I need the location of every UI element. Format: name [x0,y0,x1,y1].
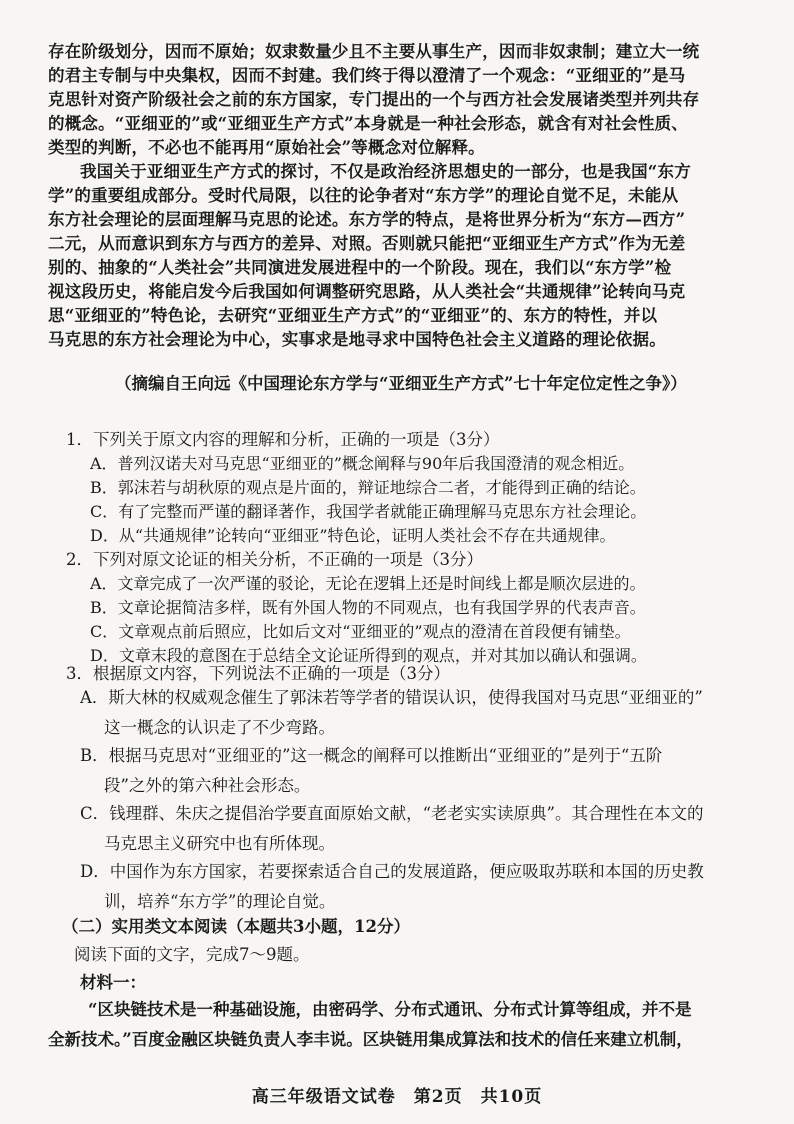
essay-line: 的君主专制与中央集权，因而不封建。我们终于得以澄清了一个观念：“亚细亚的”是马 [48,66,686,85]
option-b-continued: 段”之外的第六种社会形态。 [104,776,311,795]
material-line: 全新技术。”百度金融区块链负责人李丰说。区块链用集成算法和技术的信任来建立机制， [48,1030,693,1049]
option-a-continued: 这一概念的认识走了不少弯路。 [104,718,335,737]
option-c: C．钱理群、朱庆之提倡治学要直面原始文献，“老老实实读原典”。其合理性在本文的 [80,804,704,823]
option-b: B．根据马克思对“亚细亚的”这一概念的阐释可以推断出“亚细亚的”是列于“五阶 [80,746,663,765]
option-a: A．普列汉诺夫对马克思“亚细亚的”概念阐释与90年后我国澄清的观念相近。 [90,454,635,473]
option-c-continued: 马克思主义研究中也有所体现。 [104,834,335,853]
material-line: “区块链技术是一种基础设施，由密码学、分布式通讯、分布式计算等组成，并不是 [88,1000,692,1019]
option-a: A．文章完成了一次严谨的驳论，无论在逻辑上还是时间线上都是顺次层进的。 [90,574,646,593]
essay-line: 视这段历史，将能启发今后我国如何调整研究思路，从人类社会“共通规律”论转向马克 [48,282,686,301]
option-a: A．斯大林的权威观念催生了郭沫若等学者的错误认识，使得我国对马克思“亚细亚的” [80,688,703,707]
essay-line: 学”的重要组成部分。受时代局限，以往的论争者对“东方学”的理论自觉不足，未能从 [48,186,679,205]
essay-line: 别的、抽象的“人类社会”共同演进发展进程中的一个阶段。现在，我们以“东方学”检 [48,258,672,277]
option-d: D．中国作为东方国家，若要探索适合自己的发展道路，便应吸取苏联和本国的历史教 [80,862,704,881]
essay-line: 类型的判断，不必也不能再用“原始社会”等概念对位解释。 [48,138,485,157]
essay-line: 马克思的东方社会理论为中心，实事求是地寻求中国特色社会主义道路的理论依据。 [48,330,666,349]
essay-line: 二元，从而意识到东方与西方的差异、对照。否则就只能把“亚细亚生产方式”作为无差 [48,234,686,253]
option-b: B．郭沫若与胡秋原的观点是片面的，辩证地综合二者，才能得到正确的结论。 [90,478,646,497]
essay-line: 我国关于亚细亚生产方式的探讨，不仅是政治经济思想史的一部分，也是我国“东方 [80,162,691,181]
section-instruction: 阅读下面的文字，完成7～9题。 [74,945,310,964]
essay-line: 克思针对资产阶级社会之前的东方国家，专门提出的一个与西方社会发展诸类型并列共存 [48,90,700,109]
page-footer: 高三年级语文试卷 第2页 共10页 [251,1087,543,1107]
section-heading: （二）实用类文本阅读（本题共3小题，12分） [62,917,410,936]
option-d: D．从“共通规律”论转向“亚细亚”特色论，证明人类社会不存在共通规律。 [90,526,616,545]
option-c: C．有了完整而严谨的翻译著作，我国学者就能正确理解马克思东方社会理论。 [90,502,647,521]
option-d-continued: 训，培养“东方学”的理论自觉。 [104,892,336,911]
essay-line: 的概念。“亚细亚的”或“亚细亚生产方式”本身就是一种社会形态，就含有对社会性质、 [48,114,688,133]
essay-line: 思“亚细亚的”特色论，去研究“亚细亚生产方式”的“亚细亚”的、东方的特性，并以 [48,306,658,325]
essay-line: 存在阶级划分，因而不原始；奴隶数量少且不主要从事生产，因而非奴隶制；建立大一统 [48,42,700,61]
essay-line: 东方社会理论的层面理解马克思的论述。东方学的特点，是将世界分析为“东方—西方” [48,210,686,229]
question-stem: 1．下列关于原文内容的理解和分析，正确的一项是（3分） [66,430,500,449]
material-label: 材料一： [80,973,146,992]
option-b: B．文章论据简洁多样，既有外国人物的不同观点，也有我国学界的代表声音。 [90,598,646,617]
question-stem: 2．下列对原文论证的相关分析，不正确的一项是（3分） [66,550,483,569]
question-stem: 3．根据原文内容，下列说法不正确的一项是（3分） [66,664,450,683]
option-d: D．文章末段的意图在于总结全文论证所得到的观点，并对其加以确认和强调。 [90,646,647,665]
essay-citation: （摘编自王向远《中国理论东方学与“亚细亚生产方式”七十年定位定性之争》） [115,374,687,393]
option-c: C．文章观点前后照应，比如后文对“亚细亚的”观点的澄清在首段便有铺垫。 [90,622,631,641]
